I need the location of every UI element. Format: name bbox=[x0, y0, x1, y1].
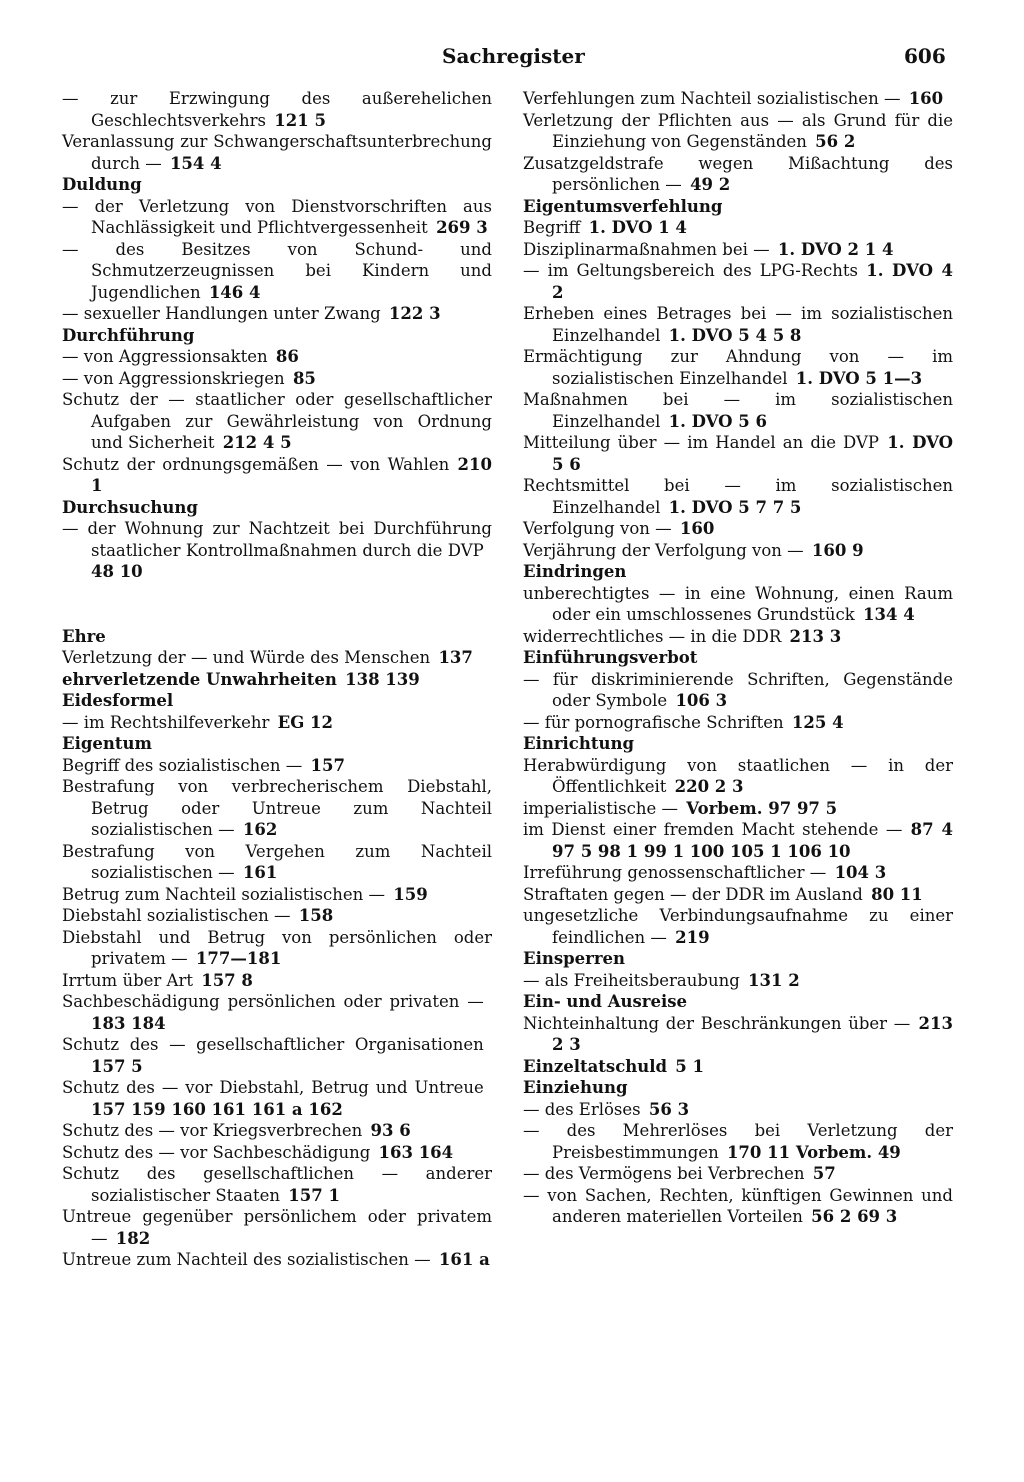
entry-text: Maßnahmen bei — im sozialistischen Einzelhandel bbox=[523, 390, 953, 431]
entry-reference: 86 bbox=[275, 347, 299, 366]
entry-text: Eindringen bbox=[523, 562, 627, 581]
entry-text: ehrverletzende Unwahrheiten bbox=[62, 669, 337, 689]
index-heading bbox=[523, 733, 953, 755]
index-entry bbox=[523, 88, 953, 110]
entry-reference: 1. DVO 5 7 7 5 bbox=[668, 497, 802, 517]
entry-reference: 1. DVO 5 6 bbox=[552, 433, 954, 474]
entry-reference: 157 5 bbox=[91, 1056, 143, 1076]
index-heading bbox=[523, 1077, 953, 1099]
index-heading bbox=[523, 948, 953, 970]
index-entry bbox=[523, 239, 953, 261]
entry-text: Verletzung der — und Würde des Menschen bbox=[62, 648, 431, 667]
entry-text: Eidesformel bbox=[62, 691, 174, 710]
index-heading bbox=[62, 733, 492, 755]
entry-reference: 93 6 bbox=[370, 1121, 411, 1140]
index-entry bbox=[523, 1013, 953, 1056]
entry-reference: 138 139 bbox=[345, 669, 420, 689]
entry-text: unberechtigtes — in eine Wohnung, einen Raum oder ein umschlossenes Grundstück bbox=[523, 583, 953, 624]
left-column bbox=[62, 88, 492, 1271]
entry-reference: 157 8 bbox=[201, 970, 253, 990]
index-heading bbox=[62, 669, 492, 691]
index-entry bbox=[62, 776, 492, 841]
index-heading bbox=[523, 1056, 953, 1078]
page-header bbox=[0, 44, 1024, 74]
index-entry bbox=[62, 1120, 492, 1142]
entry-text: Rechtsmittel bei — im sozialistischen Einzelhandel bbox=[523, 476, 953, 517]
index-heading bbox=[62, 690, 492, 712]
index-entry bbox=[62, 1249, 492, 1271]
entry-reference: 1. DVO 4 2 bbox=[552, 261, 953, 302]
entry-reference: 134 4 bbox=[863, 605, 915, 624]
entry-text: Mitteilung über — im Handel an die DVP bbox=[523, 433, 880, 452]
entry-text: — des Mehrerlöses bei Verletzung der Preisbestimmungen bbox=[523, 1121, 953, 1162]
entry-text: Nichteinhaltung der Beschränkungen über — bbox=[523, 1013, 911, 1033]
entry-text: Bestrafung von Vergehen zum Nachteil sozialistischen — bbox=[62, 841, 492, 882]
entry-text: — von Aggressionsakten bbox=[62, 347, 268, 366]
entry-reference: 85 bbox=[292, 368, 316, 388]
entry-text: — für pornografische Schriften bbox=[523, 712, 784, 732]
entry-text: widerrechtliches — in die DDR bbox=[523, 626, 782, 646]
entry-text: imperialistische — bbox=[523, 798, 679, 818]
entry-text: — sexueller Handlungen unter Zwang bbox=[62, 304, 381, 323]
entry-text: — als Freiheitsberaubung bbox=[523, 970, 740, 990]
index-entry bbox=[62, 884, 492, 906]
index-heading bbox=[523, 561, 953, 583]
index-entry bbox=[62, 1163, 492, 1206]
entry-text: Straftaten gegen — der DDR im Ausland bbox=[523, 884, 863, 904]
index-entry bbox=[523, 583, 953, 626]
entry-reference: 177—181 bbox=[195, 949, 282, 968]
entry-reference: 146 4 bbox=[208, 282, 261, 302]
index-entry bbox=[523, 432, 953, 475]
index-entry bbox=[523, 884, 953, 906]
index-entry bbox=[62, 991, 492, 1034]
index-entry bbox=[523, 626, 953, 648]
entry-text: — für diskriminierende Schriften, Gegenstände oder Symbole bbox=[523, 669, 953, 710]
entry-reference: 122 3 bbox=[388, 304, 441, 323]
entry-text: Irrtum über Art bbox=[62, 970, 193, 990]
index-entry bbox=[523, 217, 953, 239]
entry-text: Einzeltatschuld bbox=[523, 1056, 668, 1076]
entry-reference: EG 12 bbox=[277, 712, 333, 732]
entry-text: Eigentum bbox=[62, 734, 152, 753]
index-heading bbox=[523, 647, 953, 669]
index-subentry bbox=[523, 1185, 953, 1228]
entry-reference: 160 bbox=[679, 519, 715, 538]
index-entry bbox=[523, 346, 953, 389]
entry-reference: 159 bbox=[393, 884, 428, 904]
entry-text: Schutz des — gesellschaftlicher Organisationen bbox=[62, 1035, 484, 1054]
entry-reference: 87 4 97 5 98 1 99 1 100 105 1 106 10 bbox=[552, 820, 954, 861]
entry-text: Begriff des sozialistischen — bbox=[62, 755, 303, 775]
entry-text: Disziplinarmaßnahmen bei — bbox=[523, 239, 770, 259]
entry-reference: 157 1 bbox=[288, 1185, 340, 1205]
index-entry bbox=[523, 755, 953, 798]
entry-text: — des Besitzes von Schund- und Schmutzerzeugnissen bei Kindern und Jugendlichen bbox=[62, 239, 492, 302]
entry-text: Durchführung bbox=[62, 325, 195, 345]
entry-text: — der Wohnung zur Nachtzeit bei Durchführung staatlicher Kontrollmaßnahmen durch die DVP bbox=[62, 519, 492, 560]
index-heading bbox=[523, 196, 953, 218]
entry-text: ungesetzliche Verbindungsaufnahme zu einer feindlichen — bbox=[523, 906, 953, 947]
entry-text: — des Erlöses bbox=[523, 1099, 641, 1119]
entry-reference: 131 2 bbox=[748, 970, 800, 990]
entry-text: im Dienst einer fremden Macht stehende — bbox=[523, 820, 903, 839]
entry-text: Eigentumsverfehlung bbox=[523, 196, 723, 216]
entry-reference: 162 bbox=[242, 820, 278, 839]
entry-text: Verfehlungen zum Nachteil sozialistischen — bbox=[523, 89, 901, 108]
index-entry bbox=[523, 819, 953, 862]
entry-text: Schutz des — vor Sachbeschädigung bbox=[62, 1142, 371, 1162]
entry-text: — im Geltungsbereich des LPG-Rechts bbox=[523, 261, 859, 280]
index-entry bbox=[523, 518, 953, 540]
entry-reference: 161 a bbox=[438, 1250, 490, 1269]
entry-reference: 106 3 bbox=[675, 691, 728, 710]
index-entry bbox=[62, 389, 492, 454]
entry-reference: 160 bbox=[908, 89, 944, 108]
entry-text: Schutz des — vor Diebstahl, Betrug und Untreue bbox=[62, 1078, 484, 1097]
index-heading bbox=[62, 325, 492, 347]
entry-text: Schutz des — vor Kriegsverbrechen bbox=[62, 1121, 363, 1140]
entry-text: — von Sachen, Rechten, künftigen Gewinnen und anderen materiellen Vorteilen bbox=[523, 1185, 953, 1226]
entry-reference: 154 4 bbox=[169, 153, 222, 173]
entry-reference: 57 bbox=[812, 1164, 836, 1183]
entry-text: Durchsuchung bbox=[62, 497, 198, 517]
index-subentry bbox=[523, 1099, 953, 1121]
index-entry bbox=[523, 475, 953, 518]
entry-text: Begriff bbox=[523, 218, 581, 237]
index-entry bbox=[523, 303, 953, 346]
index-entry bbox=[523, 862, 953, 884]
index-entry bbox=[62, 905, 492, 927]
index-subentry bbox=[62, 368, 492, 390]
entry-text: Herabwürdigung von staatlichen — in der Öffentlichkeit bbox=[523, 755, 953, 796]
index-entry bbox=[523, 110, 953, 153]
entry-text: — des Vermögens bei Verbrechen bbox=[523, 1164, 805, 1183]
entry-text: — im Rechtshilfeverkehr bbox=[62, 712, 270, 732]
page-number: 606 bbox=[904, 44, 946, 68]
entry-reference: 160 9 bbox=[811, 540, 864, 560]
entry-text: Schutz der ordnungsgemäßen — von Wahlen bbox=[62, 454, 450, 474]
entry-text: Untreue zum Nachteil des sozialistischen — bbox=[62, 1250, 431, 1269]
entry-text: Schutz der — staatlicher oder gesellschaftlicher Aufgaben zur Gewährleistung von Ordnung und Sicherheit bbox=[62, 390, 492, 452]
entry-reference: 5 1 bbox=[675, 1056, 705, 1076]
index-heading bbox=[62, 626, 492, 648]
entry-text: Duldung bbox=[62, 175, 142, 194]
entry-text: — der Verletzung von Dienstvorschriften aus Nachlässigkeit und Pflichtvergessenheit bbox=[62, 196, 492, 237]
entry-text: Einrichtung bbox=[523, 734, 634, 753]
entry-reference: 161 bbox=[242, 863, 278, 882]
entry-text: Ein- und Ausreise bbox=[523, 992, 688, 1011]
index-subentry bbox=[523, 1120, 953, 1163]
entry-text: Diebstahl sozialistischen — bbox=[62, 906, 291, 925]
entry-reference: 1. DVO 1 4 bbox=[588, 218, 687, 237]
entry-text: Betrug zum Nachteil sozialistischen — bbox=[62, 884, 385, 904]
entry-reference: 56 2 bbox=[815, 132, 856, 151]
entry-text: Diebstahl und Betrug von persönlichen oder privatem — bbox=[62, 927, 492, 968]
entry-reference: 163 164 bbox=[378, 1142, 454, 1162]
index-subentry bbox=[523, 260, 953, 303]
index-subentry bbox=[62, 303, 492, 325]
index-entry bbox=[62, 1142, 492, 1164]
index-heading bbox=[523, 991, 953, 1013]
entry-reference: 183 184 bbox=[91, 1013, 166, 1033]
entry-reference: 1. DVO 5 4 5 8 bbox=[668, 325, 802, 345]
index-heading bbox=[62, 497, 492, 519]
entry-reference: Vorbem. 97 97 5 bbox=[686, 798, 838, 818]
entry-reference: 219 bbox=[675, 927, 710, 947]
entry-reference: 213 2 3 bbox=[552, 1013, 953, 1054]
entry-text: Verfolgung von — bbox=[523, 519, 672, 538]
entry-reference: 213 3 bbox=[789, 626, 842, 646]
entry-reference: 80 11 bbox=[871, 884, 923, 904]
index-entry bbox=[62, 647, 492, 669]
entry-reference: 49 2 bbox=[690, 175, 731, 194]
section-gap bbox=[62, 583, 492, 626]
entry-text: Verjährung der Verfolgung von — bbox=[523, 540, 804, 560]
entry-reference: 269 3 bbox=[436, 218, 488, 237]
right-column bbox=[523, 88, 953, 1228]
running-title: Sachregister bbox=[442, 44, 585, 68]
entry-reference: 1. DVO 5 1—3 bbox=[795, 368, 923, 388]
entry-reference: 170 11 Vorbem. 49 bbox=[726, 1142, 901, 1162]
entry-text: — von Aggressionskriegen bbox=[62, 368, 285, 388]
entry-text: Ehre bbox=[62, 626, 106, 646]
entry-text: Veranlassung zur Schwangerschaftsunterbrechung durch — bbox=[62, 132, 492, 173]
index-heading bbox=[62, 174, 492, 196]
index-entry bbox=[523, 389, 953, 432]
entry-text: Schutz des gesellschaftlichen — anderer sozialistischer Staaten bbox=[62, 1164, 492, 1205]
entry-reference: 56 2 69 3 bbox=[811, 1207, 898, 1226]
entry-text: Sachbeschädigung persönlichen oder privaten — bbox=[62, 992, 484, 1011]
index-subentry bbox=[523, 970, 953, 992]
index-subentry bbox=[523, 669, 953, 712]
index-entry bbox=[523, 905, 953, 948]
entry-text: Verletzung der Pflichten aus — als Grund für die Einziehung von Gegenständen bbox=[523, 110, 953, 151]
entry-reference: 182 bbox=[115, 1228, 151, 1248]
index-entry bbox=[62, 755, 492, 777]
index-entry bbox=[62, 454, 492, 497]
entry-reference: 1. DVO 5 6 bbox=[668, 411, 767, 431]
index-entry bbox=[523, 153, 953, 196]
index-subentry bbox=[523, 1163, 953, 1185]
index-entry bbox=[62, 841, 492, 884]
entry-reference: 48 10 bbox=[91, 562, 143, 581]
entry-reference: 220 2 3 bbox=[674, 777, 744, 796]
index-entry bbox=[62, 1077, 492, 1120]
index-subentry bbox=[62, 712, 492, 734]
entry-text: Untreue gegenüber persönlichem oder privatem — bbox=[62, 1207, 492, 1248]
index-subentry bbox=[62, 88, 492, 131]
entry-reference: 137 bbox=[438, 648, 473, 667]
index-entry bbox=[62, 131, 492, 174]
index-subentry bbox=[62, 518, 492, 583]
entry-reference: 158 bbox=[298, 906, 334, 925]
index-entry bbox=[62, 927, 492, 970]
entry-reference: 56 3 bbox=[648, 1099, 690, 1119]
entry-reference: 104 3 bbox=[834, 863, 887, 882]
index-entry bbox=[62, 1034, 492, 1077]
entry-text: Bestrafung von verbrecherischem Diebstahl, Betrug oder Untreue zum Nachteil sozialistischen — bbox=[62, 777, 492, 839]
entry-text: Einführungsverbot bbox=[523, 648, 698, 667]
index-subentry bbox=[62, 346, 492, 368]
index-entry bbox=[62, 970, 492, 992]
index-subentry bbox=[62, 196, 492, 239]
entry-text: — zur Erzwingung des außerehelichen Geschlechtsverkehrs bbox=[62, 89, 492, 130]
entry-text: Einsperren bbox=[523, 949, 626, 968]
entry-reference: 125 4 bbox=[791, 712, 844, 732]
entry-reference: 157 bbox=[310, 755, 345, 775]
entry-text: Zusatzgeldstrafe wegen Mißachtung des persönlichen — bbox=[523, 153, 953, 194]
entry-text: Irreführung genossenschaftlicher — bbox=[523, 863, 827, 882]
index-subentry bbox=[62, 239, 492, 304]
index-subentry bbox=[523, 712, 953, 734]
entry-reference: 157 159 160 161 161 a 162 bbox=[91, 1099, 343, 1119]
entry-reference: 212 4 5 bbox=[222, 433, 292, 452]
entry-text: Einziehung bbox=[523, 1078, 628, 1097]
entry-text: Ermächtigung zur Ahndung von — im sozialistischen Einzelhandel bbox=[523, 347, 953, 388]
entry-text: Erheben eines Betrages bei — im sozialistischen Einzelhandel bbox=[523, 304, 953, 345]
index-entry bbox=[523, 540, 953, 562]
index-entry bbox=[62, 1206, 492, 1249]
entry-reference: 1. DVO 2 1 4 bbox=[777, 239, 894, 259]
entry-reference: 121 5 bbox=[274, 110, 326, 130]
index-entry bbox=[523, 798, 953, 820]
entry-reference: 210 1 bbox=[91, 454, 492, 495]
